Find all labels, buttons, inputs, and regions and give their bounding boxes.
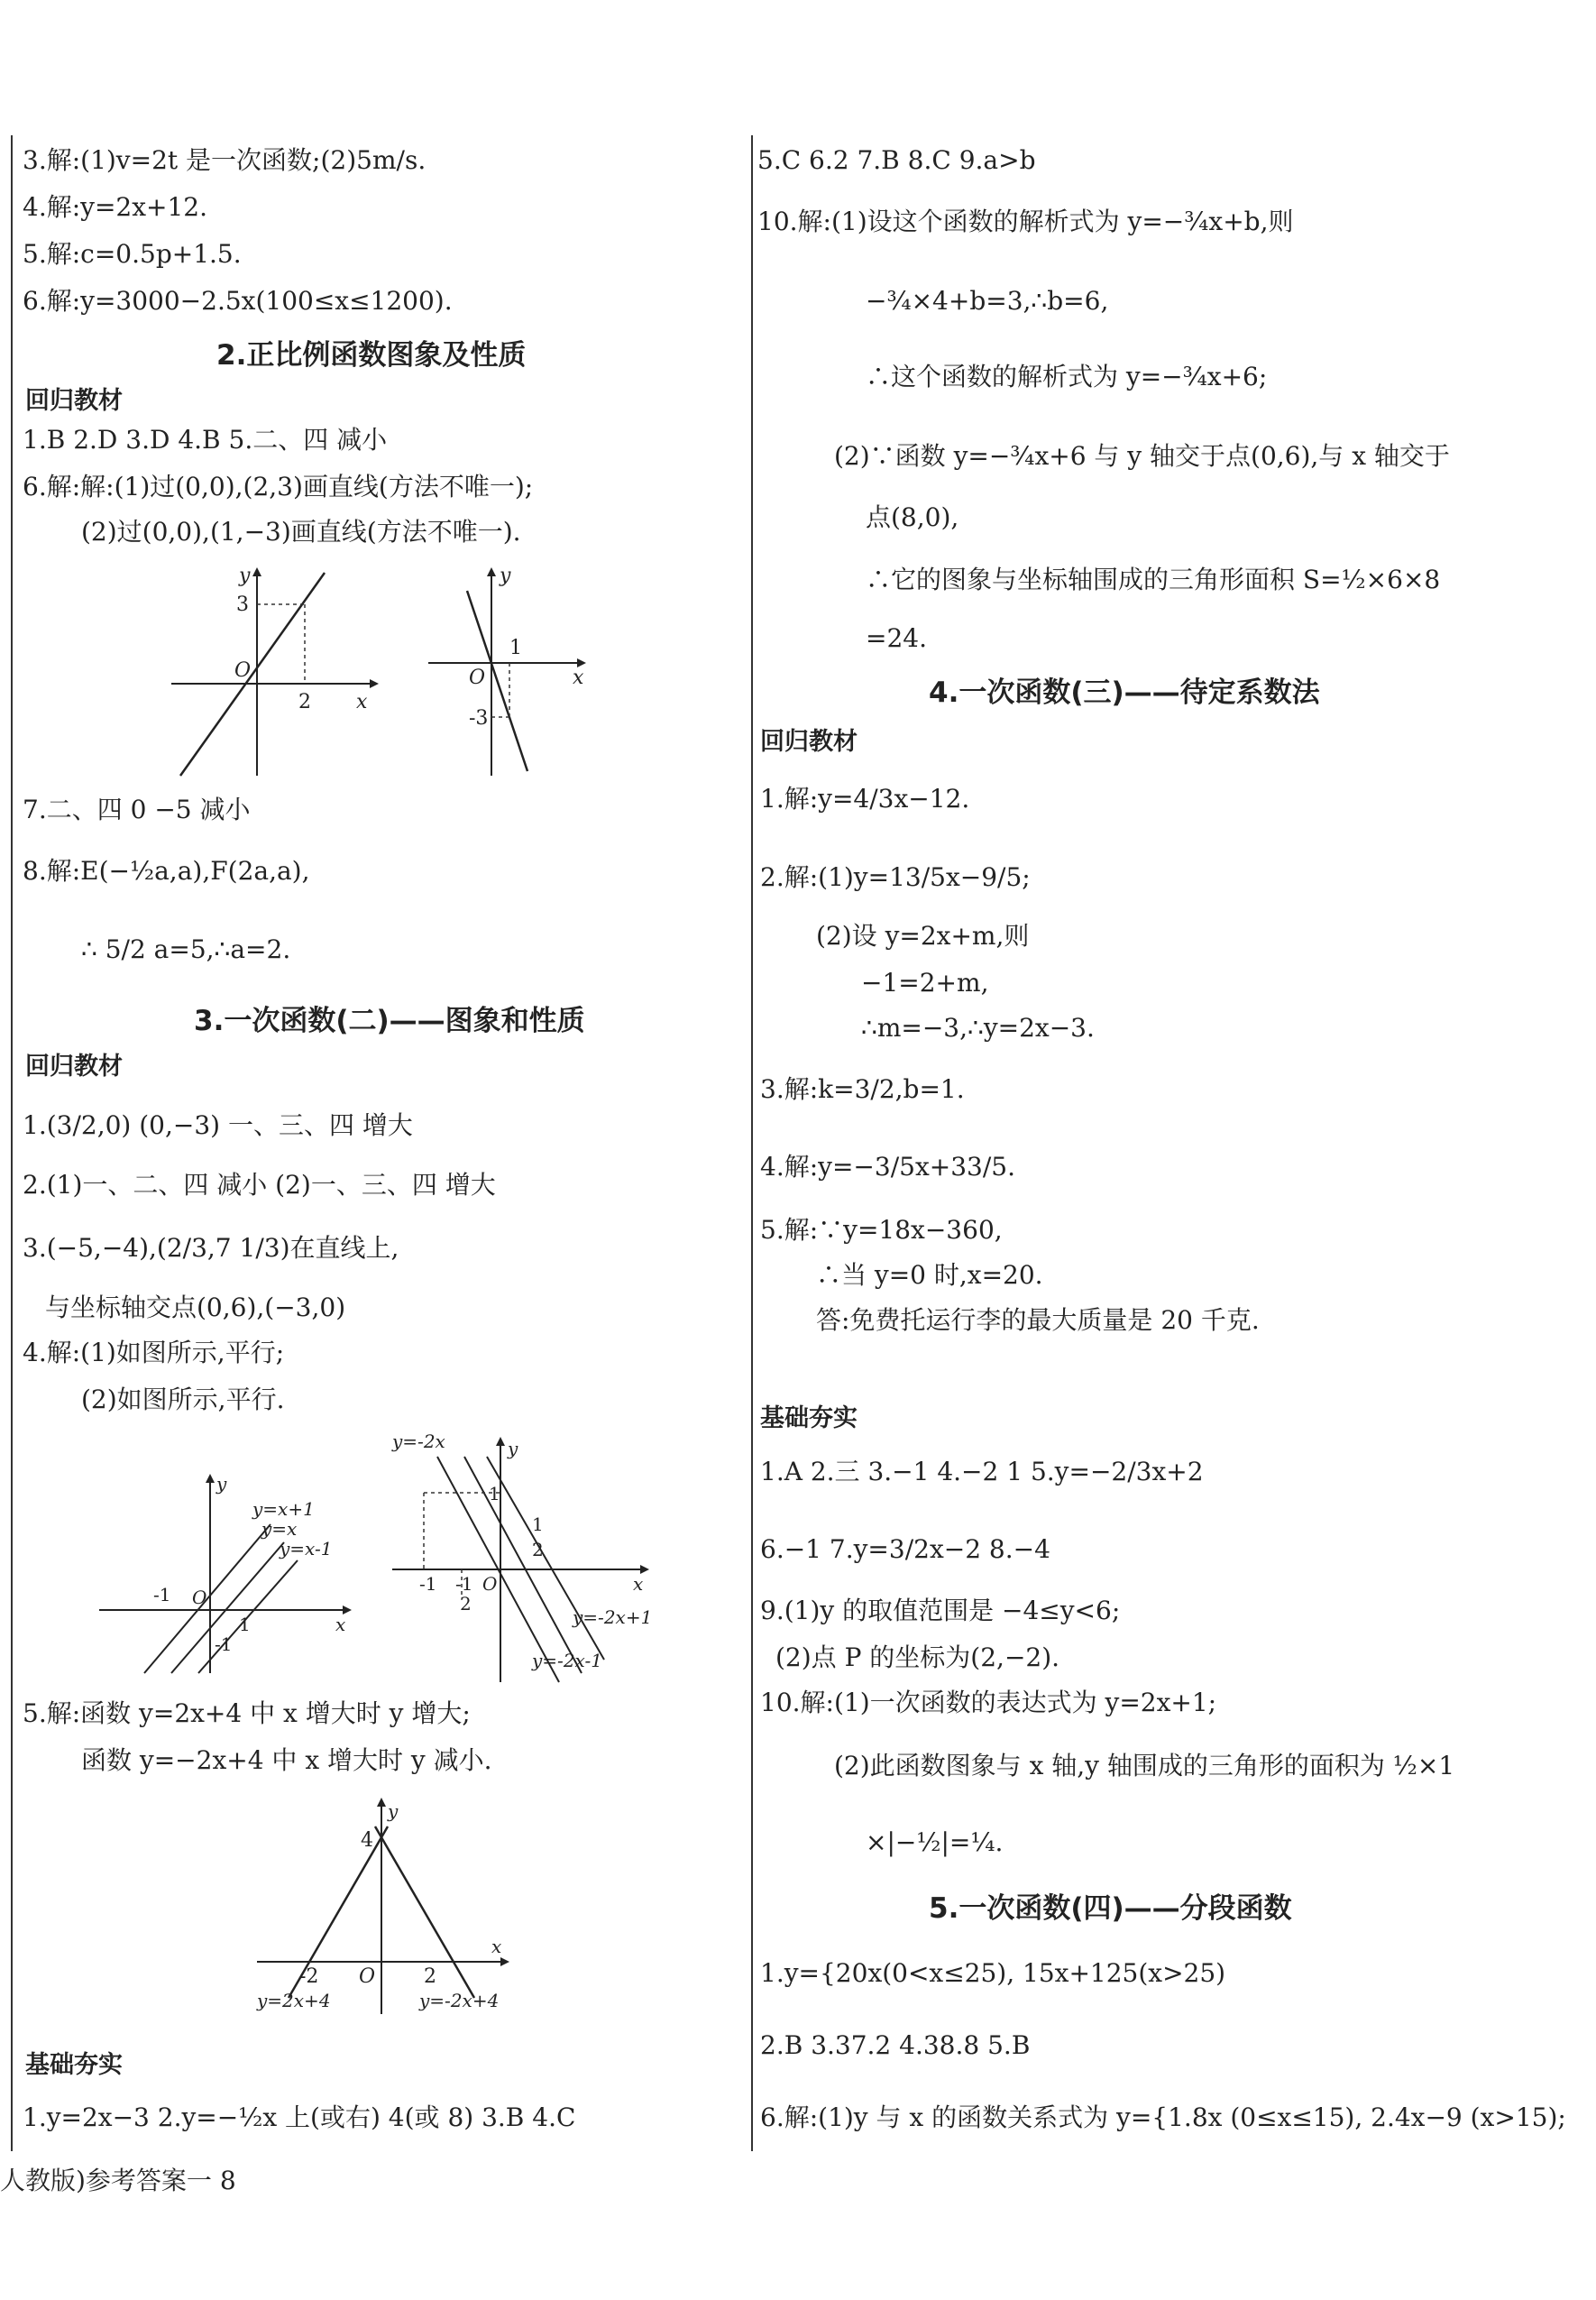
right-line-14: 3.解:k=3/2,b=1. <box>760 1074 965 1104</box>
heading-5: 5.一次函数(四)——分段函数 <box>929 1892 1292 1925</box>
subheading-basic-1: 基础夯实 <box>25 2051 123 2079</box>
g3-p1: 1 <box>239 1614 251 1635</box>
right-line-12: −1=2+m, <box>861 968 989 998</box>
g4-o: O <box>482 1573 498 1595</box>
right-line-22: (2)点 P 的坐标为(2,−2). <box>775 1642 1060 1672</box>
left-line-14: 与坐标轴交点(0,6),(−3,0) <box>45 1293 346 1322</box>
g5-two: 2 <box>424 1965 436 1988</box>
right-line-7: ∴它的图象与坐标轴围成的三角形面积 S=½×6×8 <box>866 565 1441 594</box>
g3-x: x <box>335 1614 346 1635</box>
right-line-5: (2)∵函数 y=−¾x+6 与 y 轴交于点(0,6),与 x 轴交于 <box>834 441 1450 471</box>
left-line-3: 5.解:c=0.5p+1.5. <box>23 239 242 269</box>
left-line-1: 3.解:(1)v=2t 是一次函数;(2)5m/s. <box>23 145 427 175</box>
g4-mh1: -1 <box>455 1573 473 1595</box>
g2-tm3: -3 <box>469 707 489 730</box>
right-line-2: 10.解:(1)设这个函数的解析式为 y=−¾x+b,则 <box>757 207 1294 236</box>
g4-half2: 2 <box>532 1539 544 1560</box>
g5-m2: -2 <box>299 1965 319 1988</box>
right-line-10: 2.解:(1)y=13/5x−9/5; <box>760 862 1031 892</box>
graph-proportional-1 <box>171 564 388 780</box>
right-line-28: 6.解:(1)y 与 x 的函数关系式为 y={1.8x (0≤x≤15), 2.4x−9 (x>15); <box>760 2102 1566 2132</box>
g5-l2: y=-2x+4 <box>419 1990 500 2011</box>
right-line-16: 5.解:∵y=18x−360, <box>760 1215 1003 1245</box>
g4-y: y <box>508 1438 518 1459</box>
column-divider <box>751 135 753 2151</box>
subheading-basic-2: 基础夯实 <box>760 1404 858 1432</box>
left-line-7: (2)过(0,0),(1,−3)画直线(方法不唯一). <box>81 517 521 547</box>
subheading-return-2: 回归教材 <box>25 1053 123 1081</box>
subheading-return-3: 回归教材 <box>760 728 858 756</box>
g3-l3: y=x-1 <box>280 1538 333 1559</box>
left-line-11: 1.(3/2,0) (0,−3) 一、三、四 增大 <box>23 1110 413 1140</box>
heading-3: 3.一次函数(二)——图象和性质 <box>194 1005 585 1037</box>
left-line-8: 7.二、四 0 −5 减小 <box>23 795 251 824</box>
left-line-18: 函数 y=−2x+4 中 x 增大时 y 减小. <box>81 1745 492 1775</box>
right-line-20: 6.−1 7.y=3/2x−2 8.−4 <box>760 1534 1050 1564</box>
g1-y: y <box>239 565 251 587</box>
g2-y: y <box>500 565 511 587</box>
g2-o: O <box>469 667 486 689</box>
left-line-5: 1.B 2.D 3.D 4.B 5.二、四 减小 <box>23 425 388 455</box>
left-line-9: 8.解:E(−½a,a),F(2a,a), <box>23 856 310 886</box>
subheading-return-1: 回归教材 <box>25 387 123 415</box>
g4-mh2: 2 <box>460 1593 472 1615</box>
g4-one: 1 <box>489 1483 500 1504</box>
g3-y: y <box>216 1473 227 1495</box>
right-line-26: 1.y={20x(0<x≤25), 15x+125(x>25) <box>760 1958 1226 1988</box>
g2-x: x <box>573 667 584 689</box>
right-line-13: ∴m=−3,∴y=2x−3. <box>861 1013 1095 1043</box>
graph-parallel-2 <box>388 1430 667 1687</box>
right-line-17: ∴当 y=0 时,x=20. <box>816 1260 1043 1290</box>
left-line-15: 4.解:(1)如图所示,平行; <box>23 1338 285 1367</box>
g1-x: x <box>356 691 368 713</box>
left-line-10: ∴ 5/2 a=5,∴a=2. <box>81 934 291 964</box>
left-line-17: 5.解:函数 y=2x+4 中 x 增大时 y 增大; <box>23 1698 471 1728</box>
g4-top: y=-2x <box>392 1431 445 1452</box>
g5-four: 4 <box>361 1829 373 1852</box>
g5-l1: y=2x+4 <box>257 1990 331 2011</box>
g1-t2: 2 <box>298 691 311 713</box>
right-line-9: 1.解:y=4/3x−12. <box>760 784 970 814</box>
right-line-27: 2.B 3.37.2 4.38.8 5.B <box>760 2030 1031 2060</box>
right-line-6: 点(8,0), <box>866 502 959 532</box>
g4-half: 1 <box>532 1513 544 1535</box>
right-line-11: (2)设 y=2x+m,则 <box>816 921 1030 951</box>
g4-l2: y=-2x-1 <box>532 1650 602 1671</box>
left-line-6: 6.解:解:(1)过(0,0),(2,3)画直线(方法不唯一); <box>23 472 534 501</box>
g3-o: O <box>192 1587 207 1608</box>
g1-t3: 3 <box>236 593 249 616</box>
g3-m1: -1 <box>153 1584 171 1605</box>
g3-n1: -1 <box>215 1633 233 1655</box>
right-line-19: 1.A 2.三 3.−1 4.−2 1 5.y=−2/3x+2 <box>760 1457 1204 1486</box>
footer-text: 人教版)参考答案一 8 <box>0 2166 236 2195</box>
right-line-15: 4.解:y=−3/5x+33/5. <box>760 1152 1015 1182</box>
right-line-4: ∴这个函数的解析式为 y=−¾x+6; <box>866 362 1268 391</box>
left-line-2: 4.解:y=2x+12. <box>23 192 208 222</box>
right-line-24: (2)此函数图象与 x 轴,y 轴围成的三角形的面积为 ½×1 <box>834 1751 1455 1780</box>
g3-l1: y=x+1 <box>252 1498 315 1520</box>
graph-intersecting <box>252 1790 523 2016</box>
right-line-1: 5.C 6.2 7.B 8.C 9.a>b <box>757 145 1036 175</box>
left-line-12: 2.(1)一、二、四 减小 (2)一、三、四 增大 <box>23 1170 496 1200</box>
graph-proportional-2 <box>424 564 595 780</box>
left-line-16: (2)如图所示,平行. <box>81 1385 285 1414</box>
right-line-8: =24. <box>866 623 927 653</box>
g2-t1: 1 <box>509 637 522 659</box>
right-line-23: 10.解:(1)一次函数的表达式为 y=2x+1; <box>760 1688 1217 1717</box>
heading-2: 2.正比例函数图象及性质 <box>216 339 527 372</box>
left-line-13: 3.(−5,−4),(2/3,7 1/3)在直线上, <box>23 1233 399 1263</box>
right-line-25: ×|−½|=¼. <box>866 1827 1004 1857</box>
left-line-4: 6.解:y=3000−2.5x(100≤x≤1200). <box>23 286 453 316</box>
right-line-21: 9.(1)y 的取值范围是 −4≤y<6; <box>760 1596 1121 1625</box>
g3-l2: y=x <box>261 1518 298 1540</box>
left-line-19: 1.y=2x−3 2.y=−½x 上(或右) 4(或 8) 3.B 4.C <box>23 2102 576 2132</box>
g5-o: O <box>359 1965 376 1988</box>
right-line-18: 答:免费托运行李的最大质量是 20 千克. <box>816 1305 1260 1335</box>
g4-m1: -1 <box>419 1573 437 1595</box>
heading-4: 4.一次函数(三)——待定系数法 <box>929 676 1320 709</box>
g5-y: y <box>388 1800 399 1822</box>
g5-x: x <box>491 1936 502 1957</box>
right-line-3: −¾×4+b=3,∴b=6, <box>866 286 1109 316</box>
left-margin-rule <box>11 135 13 2151</box>
g4-l1: y=-2x+1 <box>573 1606 653 1628</box>
g1-o: O <box>234 659 252 682</box>
graph-parallel-1 <box>99 1470 370 1678</box>
g4-x: x <box>633 1573 644 1595</box>
